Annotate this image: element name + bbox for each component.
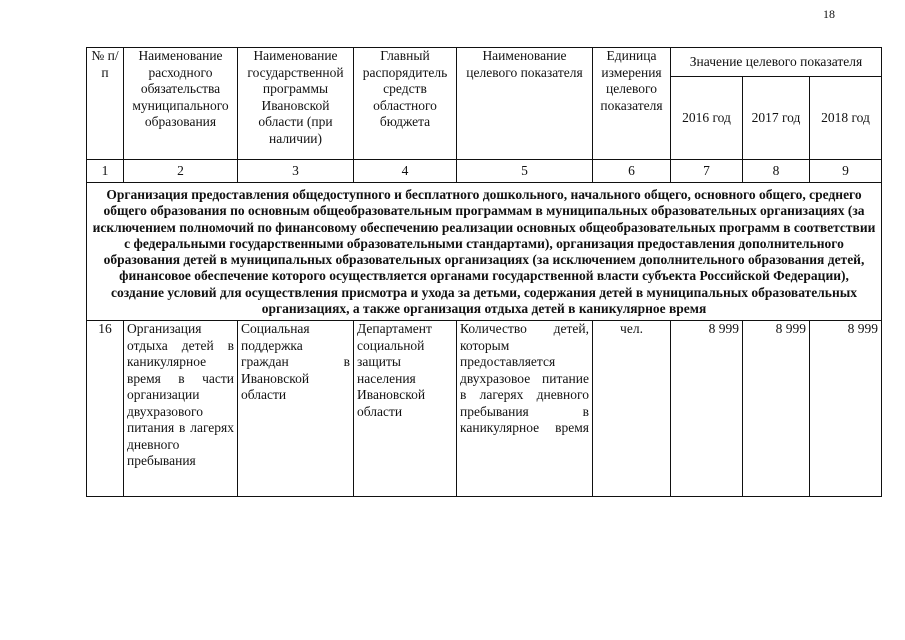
row-indicator: Количество детей, которым предоставляется двухразовое питание в лагерях дневного пребывания в каникулярное время (457, 321, 593, 497)
row-value-2018: 8 999 (810, 321, 882, 497)
header-value-group: Значение целевого показателя (671, 48, 882, 77)
target-indicators-table (86, 47, 882, 497)
row-manager: Департамент социальной защиты населения Ивановской области (354, 321, 457, 497)
colnum: 3 (238, 160, 354, 183)
header-year-2016: 2016 год (671, 77, 743, 160)
header-manager: Главный распорядитель средств областного бюджета (354, 48, 457, 160)
colnum: 7 (671, 160, 743, 183)
colnum: 8 (743, 160, 810, 183)
row-unit: чел. (593, 321, 671, 497)
colnum: 5 (457, 160, 593, 183)
table-row (87, 321, 882, 497)
colnum: 2 (124, 160, 238, 183)
header-unit: Единица измерения целевого показателя (593, 48, 671, 160)
colnum: 9 (810, 160, 882, 183)
section-row (87, 183, 882, 321)
row-number: 16 (87, 321, 124, 497)
colnum: 1 (87, 160, 124, 183)
header-num: № п/п (87, 48, 124, 160)
header-year-2018: 2018 год (810, 77, 882, 160)
row-program: Социальная поддержка граждан в Ивановской области (238, 321, 354, 497)
colnum: 6 (593, 160, 671, 183)
row-value-2016: 8 999 (671, 321, 743, 497)
colnum: 4 (354, 160, 457, 183)
row-value-2017: 8 999 (743, 321, 810, 497)
row-obligation: Организация отдыха детей в каникулярное время в части организации двухразового питания в лагерях дневного пребывания (124, 321, 238, 497)
header-year-2017: 2017 год (743, 77, 810, 160)
column-numbers-row (87, 160, 882, 183)
header-obligation: Наименование расходного обязательства муниципального образования (124, 48, 238, 160)
header-row (87, 48, 882, 77)
header-program: Наименование государственной программы Ивановской области (при наличии) (238, 48, 354, 160)
page-number: 18 (823, 7, 835, 21)
section-title: Организация предоставления общедоступного и бесплатного дошкольного, начального общего, основного общего, среднего общего образования по основным общеобразовательным программам в муниципальных образовательных организациях (за исключением полномочий по финансовому обеспечению реализации основных общеобразовательных программ в соответствии с федеральными государственными образовательными стандартами), организация предоставления дополнительного образования детей в муниципальных образовательных организациях (за исключением дополнительного образования детей, финансовое обеспечение которого осуществляется органами государственной власти субъекта Российской Федерации), создание условий для осуществления присмотра и ухода за детьми, содержания детей в муниципальных образовательных организациях, а также организация отдыха детей в каникулярное время (87, 183, 882, 321)
header-indicator: Наименование целевого показателя (457, 48, 593, 160)
